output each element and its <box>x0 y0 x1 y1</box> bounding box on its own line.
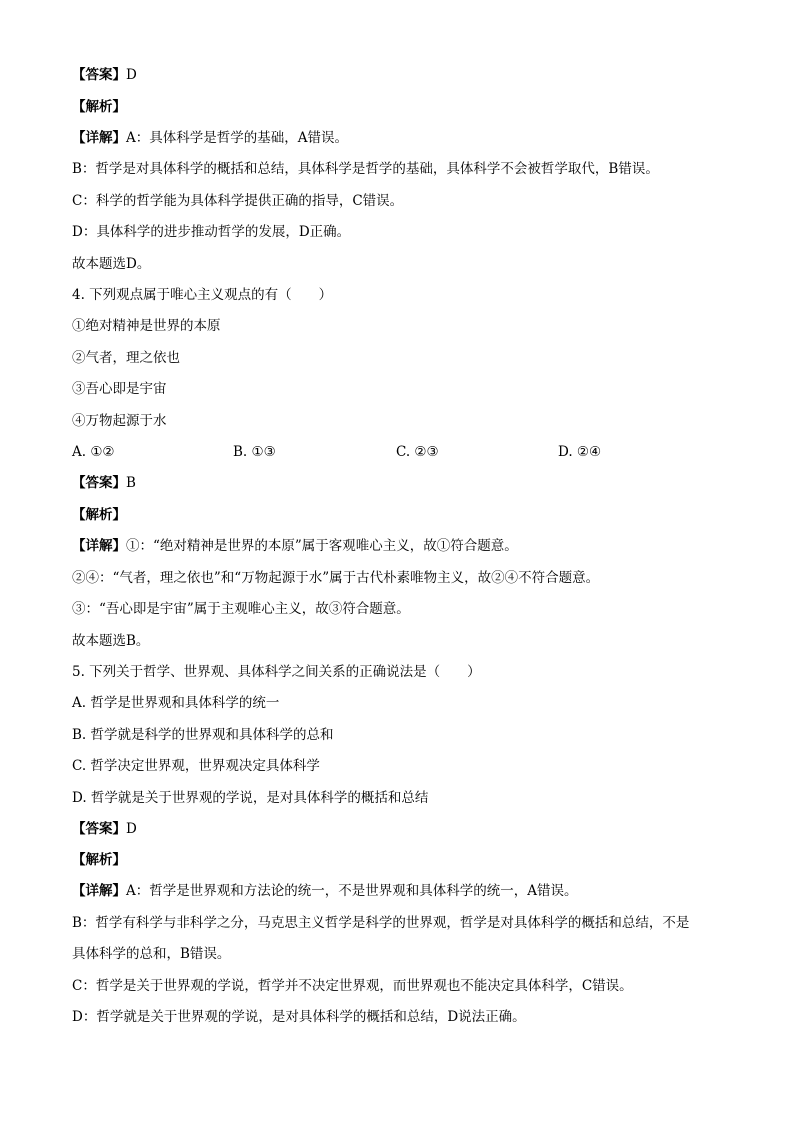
answer-value: B <box>126 475 136 491</box>
q5-detail-line-4: C：哲学是关于世界观的学说，哲学并不决定世界观，而世界观也不能决定具体科学，C错误。 <box>72 978 633 994</box>
q4-analysis-tag: 【解析】 <box>72 507 126 523</box>
answer-value: D <box>126 821 137 837</box>
q3-detail-line-3: C：科学的哲学能为具体科学提供正确的指导，C错误。 <box>72 193 404 209</box>
q4-option-a: A. ①② <box>72 444 115 460</box>
q4-answer-line <box>72 474 136 492</box>
q3-conclusion: 故本题选D。 <box>72 256 151 272</box>
q5-analysis-tag: 【解析】 <box>72 852 126 868</box>
q5-option-c: C. 哲学决定世界观，世界观决定具体科学 <box>72 758 320 774</box>
q4-stem: 4. 下列观点属于唯心主义观点的有（ ） <box>72 287 333 303</box>
q5-detail-line-2: B：哲学有科学与非科学之分，马克思主义哲学是科学的世界观，哲学是对具体科学的概括和总结，不是 <box>72 915 690 931</box>
q4-item-4: ④万物起源于水 <box>72 413 167 429</box>
q4-conclusion: 故本题选B。 <box>72 633 150 649</box>
q5-answer-line <box>72 820 137 838</box>
q4-detail-line-1: 【详解】①：“绝对精神是世界的本原”属于客观唯心主义，故①符合题意。 <box>72 538 518 554</box>
q5-detail-line-1: 【详解】A：哲学是世界观和方法论的统一，不是世界观和具体科学的统一，A错误。 <box>72 883 578 899</box>
q4-options <box>72 443 732 461</box>
q4-detail-line-3: ③：“吾心即是宇宙”属于主观唯心主义，故③符合题意。 <box>72 601 410 617</box>
q3-analysis-tag: 【解析】 <box>72 99 126 115</box>
answer-value: D <box>126 67 137 83</box>
q5-stem: 5. 下列关于哲学、世界观、具体科学之间关系的正确说法是（ ） <box>72 664 481 680</box>
detail-tag: 【详解】 <box>72 130 126 146</box>
q4-option-c: C. ②③ <box>396 444 439 460</box>
answer-tag: 【答案】 <box>72 821 126 837</box>
q4-option-d: D. ②④ <box>558 444 602 460</box>
q5-detail-line-5: D：哲学就是关于世界观的学说，是对具体科学的概括和总结，D说法正确。 <box>72 1009 526 1025</box>
q4-item-1: ①绝对精神是世界的本原 <box>72 318 221 334</box>
q4-item-2: ②气者，理之依也 <box>72 350 180 366</box>
q5-option-b: B. 哲学就是科学的世界观和具体科学的总和 <box>72 727 334 743</box>
answer-tag: 【答案】 <box>72 67 126 83</box>
q3-detail-line-2: B：哲学是对具体科学的概括和总结，具体科学是哲学的基础，具体科学不会被哲学取代，B错误。 <box>72 161 659 177</box>
detail-tag: 【详解】 <box>72 883 126 899</box>
answer-tag: 【答案】 <box>72 475 126 491</box>
q5-detail-line-3: 具体科学的总和，B错误。 <box>72 946 231 962</box>
q4-option-b: B. ①③ <box>233 444 276 460</box>
detail-tag: 【详解】 <box>72 538 126 554</box>
q5-option-d: D. 哲学就是关于世界观的学说，是对具体科学的概括和总结 <box>72 790 429 806</box>
q4-item-3: ③吾心即是宇宙 <box>72 381 167 397</box>
q3-detail-line-1: 【详解】A：具体科学是哲学的基础，A错误。 <box>72 130 348 146</box>
q3-answer-line <box>72 66 137 84</box>
q3-detail-line-4: D：具体科学的进步推动哲学的发展，D正确。 <box>72 224 351 240</box>
q5-option-a: A. 哲学是世界观和具体科学的统一 <box>72 695 280 711</box>
q4-detail-line-2: ②④：“气者，理之依也”和“万物起源于水”属于古代朴素唯物主义，故②④不符合题意。 <box>72 570 600 586</box>
